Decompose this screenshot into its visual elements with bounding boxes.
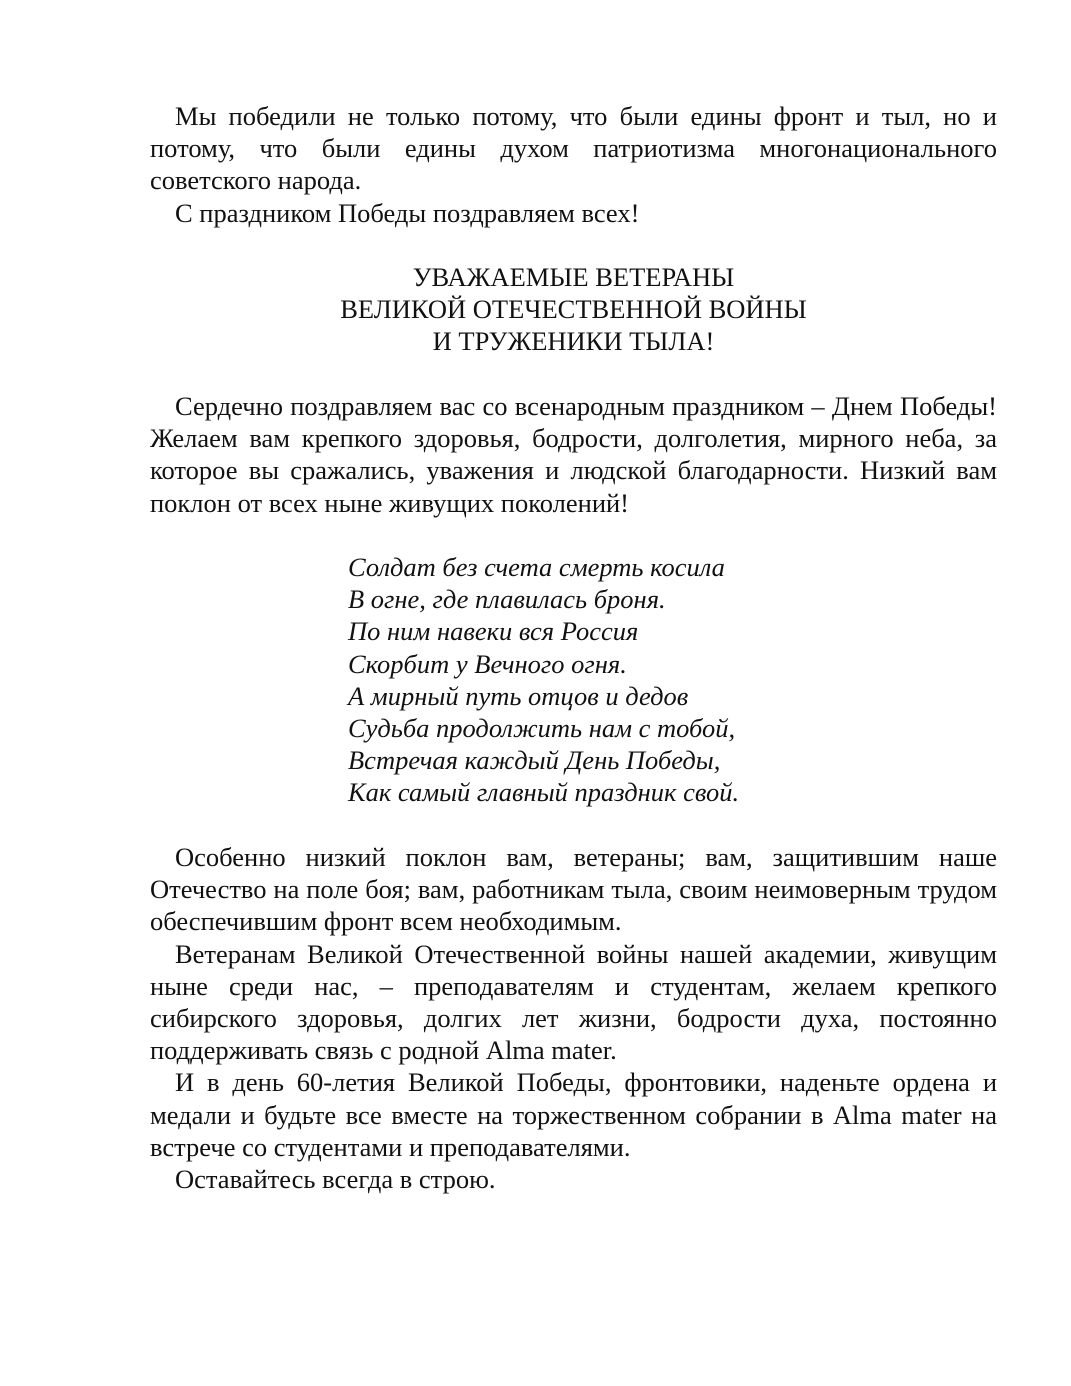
poem [348, 551, 948, 809]
poem-line: Встречая каждый День Победы, [348, 745, 721, 776]
poem-line: Как самый главный праздник свой. [348, 777, 740, 808]
closing-paragraph-2: Ветеранам Великой Отечественной войны нашей академии, живущим ныне среди нас, – преподавателям и студентам, желаем крепкого сибирского здоровья, долгих лет жизни, бодрости духа, постоянно поддерживать связь с родной Alma mater. [150, 938, 997, 1066]
closing-section [150, 841, 997, 1195]
intro-paragraph-2: С праздником Победы поздравляем всех! [175, 197, 640, 228]
poem-line: А мирный путь отцов и дедов [348, 680, 689, 711]
heading-line-2: ВЕЛИКОЙ ОТЕЧЕСТВЕННОЙ ВОЙНЫ [340, 294, 807, 325]
heading-line-1: УВАЖАЕМЫЕ ВЕТЕРАНЫ [412, 262, 735, 292]
closing-paragraph-3: И в день 60-летия Великой Победы, фронтовики, наденьте ордена и медали и будьте все вместе на торжественном собрании в Alma mater на встрече со студентами и преподавателями. [150, 1067, 997, 1162]
poem-line: Солдат без счета смерть косила [348, 552, 725, 582]
closing-paragraph-1: Особенно низкий поклон вам, ветераны; вам, защитившим наше Отечество на поле боя; вам, работникам тыла, своим неимоверным трудом обеспечившим фронт всем необходимым. [150, 842, 997, 937]
greeting-paragraph: Сердечно поздравляем вас со всенародным праздником – Днем Победы! Желаем вам крепкого здоровья, бодрости, долголетия, мирного неба, за которое вы сражались, уважения и людской благодарности. Низкий вам поклон от всех ныне живущих поколений! [150, 391, 997, 518]
address-heading [150, 261, 997, 358]
poem-line: Скорбит у Вечного огня. [348, 648, 627, 679]
closing-paragraph-4: Оставайтесь всегда в строю. [175, 1164, 496, 1195]
heading-line-3: И ТРУЖЕНИКИ ТЫЛА! [432, 326, 715, 357]
poem-line: Судьба продолжить нам с тобой, [348, 713, 736, 744]
intro-section [150, 100, 997, 229]
greeting-section [150, 390, 997, 519]
poem-line: В огне, где плавилась броня. [348, 584, 666, 615]
intro-paragraph-1: Мы победили не только потому, что были едины фронт и тыл, но и потому, что были едины духом патриотизма многонационального советского народа. [150, 101, 997, 196]
poem-line: По ним навеки вся Россия [348, 616, 639, 647]
